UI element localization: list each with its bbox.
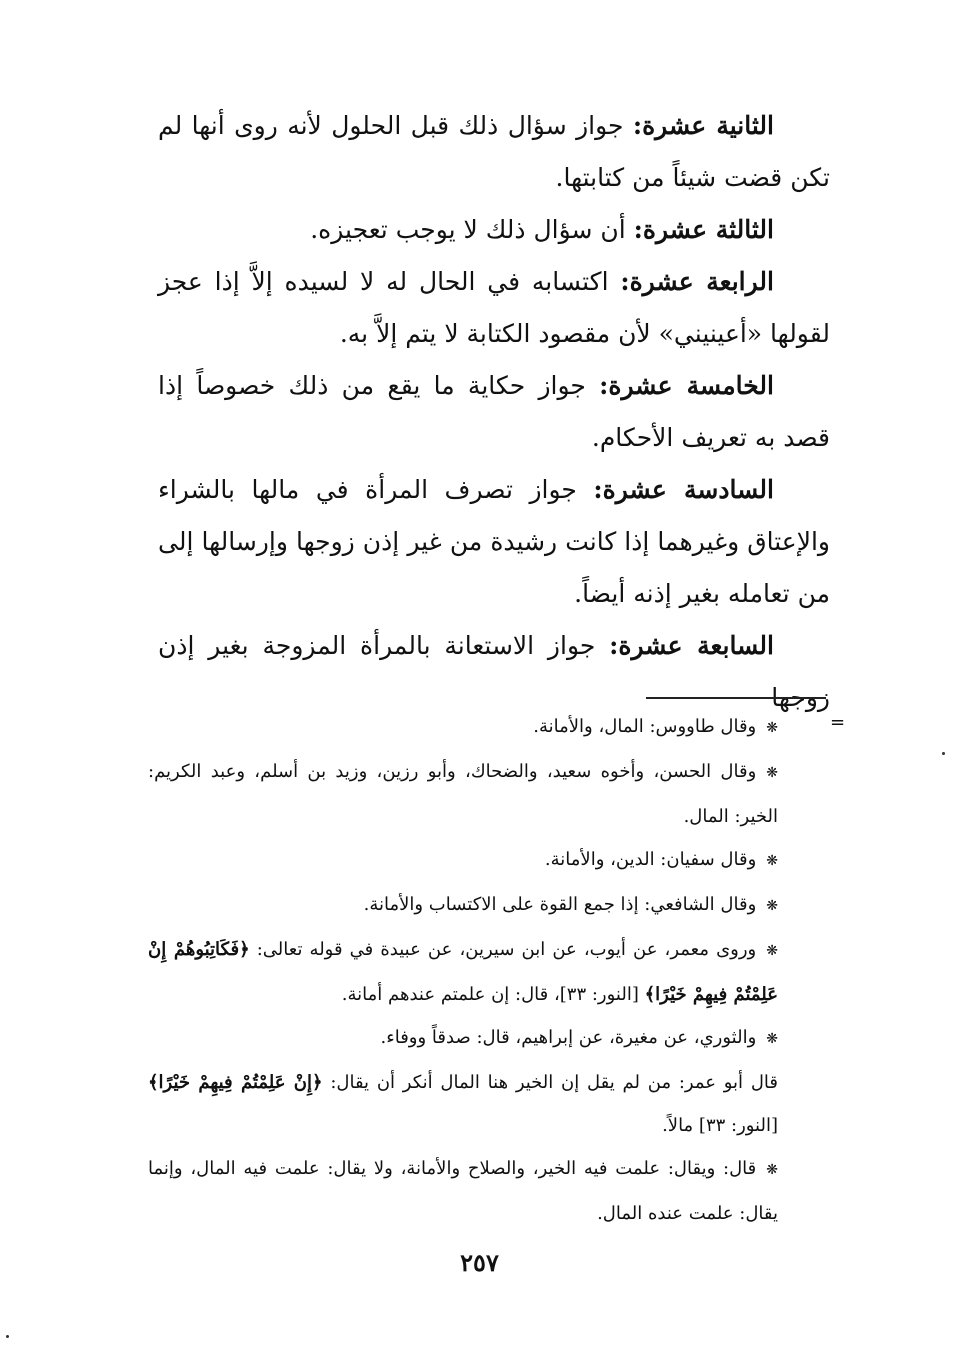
star-icon: ❋ <box>766 720 778 736</box>
footnote-text: [النور: ٣٣]، قال: إن علمتم عندهم أمانة. <box>341 984 639 1005</box>
footnote-text: وقال سفيان: الدين، والأمانة. <box>544 849 757 870</box>
quran-verse: ﴿فَكَاتِبُوهُمْ إِنْ عَلِمْتُمْ فِيهِمْ خَيْرًا﴾ <box>148 939 778 1005</box>
scan-speck <box>942 752 945 755</box>
paragraph-label: الخامسة عشرة: <box>599 371 774 400</box>
footnote-item <box>148 1061 778 1147</box>
footnote-item <box>148 1147 778 1235</box>
footnotes <box>148 705 778 1235</box>
page-number: ٢٥٧ <box>460 1248 499 1277</box>
footnote-text: قال: ويقال: علمت فيه الخير، والصلاح والأمانة، ولا يقال: علمت فيه المال، وإنما يقال: علمت عنده المال. <box>148 1158 778 1224</box>
star-icon: ❋ <box>766 765 778 781</box>
footnote-text: قال أبو عمر: من لم يقل إن الخير هنا المال أنكر أن يقال: <box>330 1072 778 1093</box>
footnote-text: [النور: ٣٣] مالاً. <box>662 1115 778 1136</box>
footnote-item <box>148 838 778 883</box>
footnote-text: وقال طاووس: المال، والأمانة. <box>533 716 757 737</box>
paragraph-text: جواز تصرف المرأة في مالها بالشراء والإعتاق وغيرهما إذا كانت رشيدة من غير إذن زوجها وإرسالها إلى من تعامله بغير إذنه أيضاً. <box>158 475 830 608</box>
footnote-item <box>148 883 778 928</box>
footnote-text: وقال الشافعي: إذا جمع القوة على الاكتساب والأمانة. <box>363 894 757 915</box>
star-icon: ❋ <box>766 1162 778 1178</box>
footnote-text: والثوري، عن مغيرة، عن إبراهيم، قال: صدقاً ووفاء. <box>380 1027 757 1048</box>
paragraph-text: جواز سؤال ذلك قبل الحلول لأنه روى أنها لم تكن قضت شيئاً من كتابتها. <box>158 111 830 192</box>
paragraph-text: أن سؤال ذلك لا يوجب تعجيزه. <box>310 215 634 244</box>
paragraph-text: جواز حكاية ما يقع من ذلك خصوصاً إذا قصد به تعريف الأحكام. <box>158 371 830 452</box>
footnote-continuation-mark: = <box>830 712 846 733</box>
paragraph-label: الثالثة عشرة: <box>633 215 774 244</box>
footnote-item <box>148 928 778 1016</box>
paragraph-15 <box>158 360 830 464</box>
paragraph-14 <box>158 256 830 360</box>
footnote-item <box>148 1016 778 1061</box>
footnote-text: وروى معمر، عن أيوب، عن ابن سيرين، عن عبيدة في قوله تعالى: <box>256 939 757 960</box>
footnote-separator <box>646 697 826 699</box>
scan-speck <box>6 1335 9 1338</box>
paragraph-label: الرابعة عشرة: <box>620 267 774 296</box>
paragraph-label: السابعة عشرة: <box>609 631 774 660</box>
paragraph-label: الثانية عشرة: <box>632 111 774 140</box>
paragraph-text: جواز الاستعانة بالمرأة المزوجة بغير إذن زوجها <box>158 631 830 712</box>
quran-verse: ﴿إِنْ عَلِمْتُمْ فِيهِمْ خَيْرًا﴾ <box>148 1072 323 1093</box>
star-icon: ❋ <box>766 943 778 959</box>
star-icon: ❋ <box>766 1031 778 1047</box>
paragraph-16 <box>158 464 830 620</box>
paragraph-label: السادسة عشرة: <box>593 475 774 504</box>
paragraph-text: اكتسابه في الحال له لا لسيده إلاَّ إذا عجز لقولها «أعينيني» لأن مقصود الكتابة لا يتم إلاَّ به. <box>158 267 830 348</box>
star-icon: ❋ <box>766 898 778 914</box>
footnote-item <box>148 705 778 750</box>
footnote-text: وقال الحسن، وأخوه سعيد، والضحاك، وأبو رزين، وزيد بن أسلم، وعبد الكريم: الخير: المال. <box>148 761 778 827</box>
paragraph-12 <box>158 100 830 204</box>
main-text <box>158 100 830 724</box>
footnote-item <box>148 750 778 838</box>
star-icon: ❋ <box>766 853 778 869</box>
paragraph-13 <box>158 204 830 256</box>
